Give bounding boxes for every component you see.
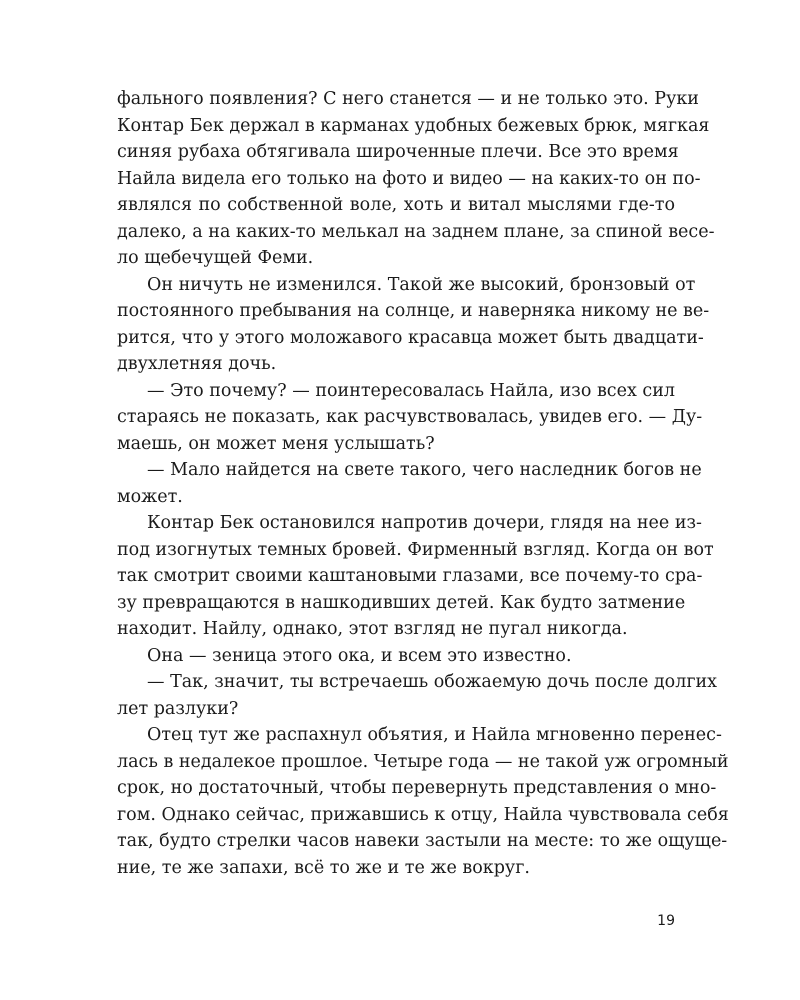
text-line: двухлетняя дочь. [117,354,277,374]
text-line: синяя рубаха обтягивала широченные плечи. Все это время [117,142,679,162]
text-line: находит. Найлу, однако, этот взгляд не пугал никогда. [117,619,628,639]
body-text [117,86,729,881]
paragraph [117,378,703,458]
text-line: зу превращаются в нашкодивших детей. Как будто затмение [117,592,686,613]
text-line: фального появления? С него станется — и не только это. Руки [117,89,699,109]
text-line: Отец тут же распахнул объятия, и Найла мгновенно перенес- [147,725,722,745]
text-line: маешь, он может меня услышать? [117,433,435,454]
text-line: — Мало найдется на свете такого, чего наследник богов не [147,460,702,480]
text-line: ние, те же запахи, всё то же и те же вокруг. [117,857,530,878]
text-line: так, будто стрелки часов навеки застыли на месте: то же ощуще- [117,831,728,851]
text-line: Контар Бек держал в карманах удобных бежевых брюк, мягкая [117,115,710,136]
text-line: Она — зеница этого ока, и всем это известно. [147,645,572,666]
page-number: 19 [657,913,675,929]
text-line: может. [117,486,183,507]
paragraph [117,722,729,881]
text-line: так смотрит своими каштановыми глазами, все почему-то сра- [117,566,703,586]
text-line: лет разлуки? [117,698,239,719]
text-line: являлся по собственной воле, хоть и витал мыслями где-то [117,195,675,215]
text-line: рится, что у этого моложавого красавца может быть двадцати- [117,327,704,348]
text-line: — Это почему? — поинтересовалась Найла, изо всех сил [147,380,675,401]
paragraph [117,510,714,643]
text-line: Найла видела его только на фото и видео — на каких-то он по- [117,168,701,189]
paragraph [117,86,715,272]
text-line: Контар Бек остановился напротив дочери, глядя на нее из- [147,513,702,533]
paragraph [117,643,675,670]
text-line: гом. Однако сейчас, прижавшись к отцу, Найла чувствовала себя [117,804,729,825]
text-line: под изогнутых темных бровей. Фирменный взгляд. Когда он вот [117,539,714,560]
text-line: Он ничуть не изменился. Такой же высокий, бронзовый от [147,274,696,295]
text-line: далеко, а на каких-то мелькал на заднем плане, за спиной весе- [117,221,715,242]
text-line: — Так, значит, ты встречаешь обожаемую дочь после долгих [147,672,718,692]
text-line: срок, но достаточный, чтобы перевернуть представления о мно- [117,778,717,798]
text-line: постоянного пребывания на солнце, и наверняка никому не ве- [117,301,710,321]
text-line: стараясь не показать, как расчувствовалась, увидев его. — Ду- [117,407,703,427]
text-line: лась в недалекое прошлое. Четыре года — не такой уж огромный [117,751,729,772]
paragraph [117,272,710,378]
paragraph [117,669,718,722]
text-line: ло щебечущей Феми. [117,248,314,268]
paragraph [117,457,702,510]
